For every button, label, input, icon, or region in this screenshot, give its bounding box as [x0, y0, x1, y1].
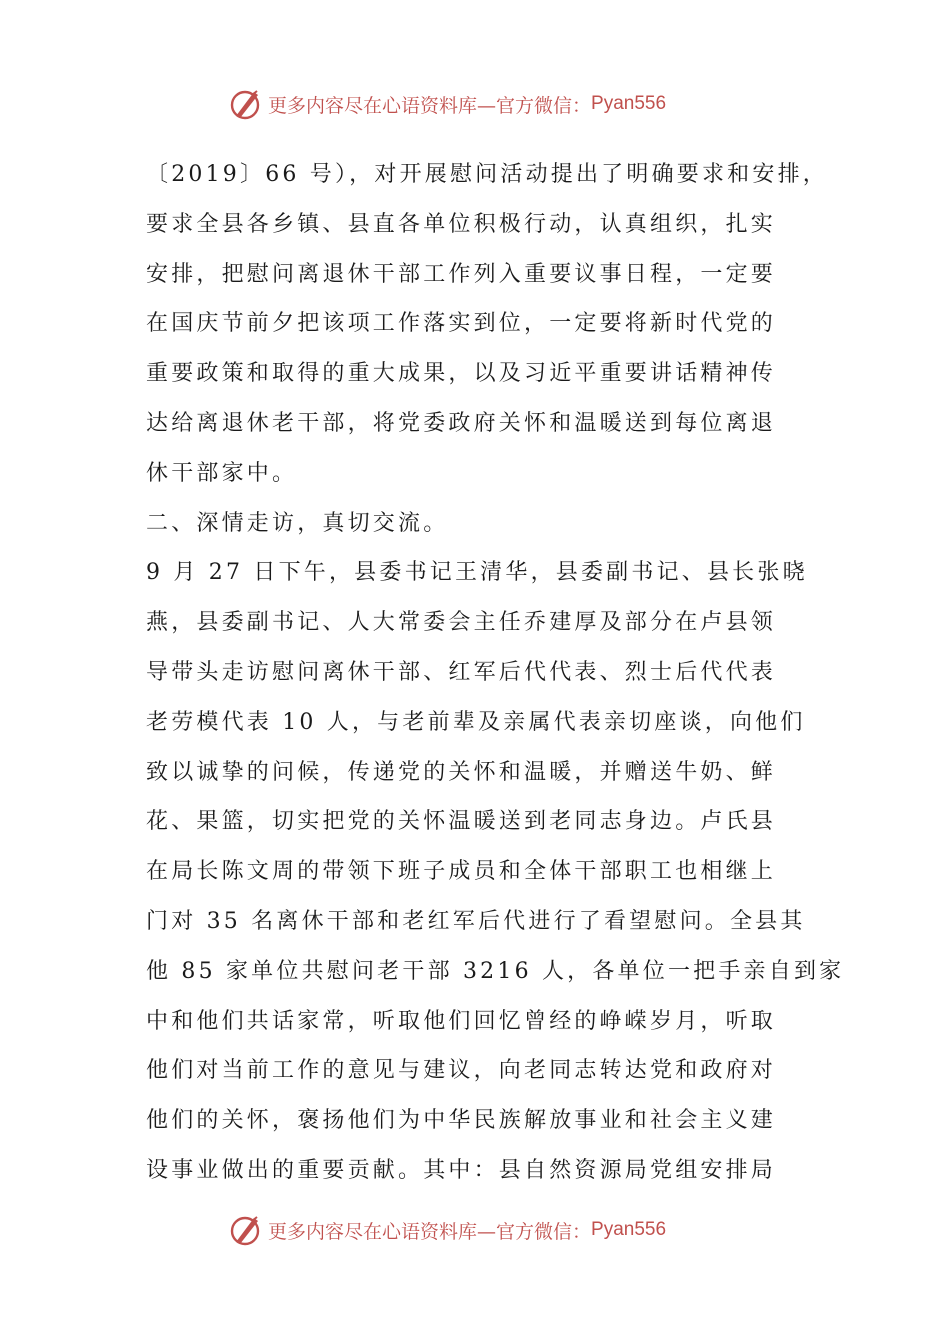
- text-line: 门对 35 名离休干部和老红军后代进行了看望慰问。全县其: [146, 908, 806, 934]
- text-line: 他们的关怀，褒扬他们为中华民族解放事业和社会主义建: [146, 1108, 777, 1134]
- text-line: 重要政策和取得的重大成果，以及习近平重要讲话精神传: [146, 361, 777, 387]
- text-line: 9 月 27 日下午，县委书记王清华，县委副书记、县长张晓: [146, 560, 808, 586]
- text-line: 导带头走访慰问离休干部、红军后代代表、烈士后代代表: [146, 659, 777, 685]
- text-line: 燕，县委副书记、人大常委会主任乔建厚及部分在卢县领: [146, 610, 777, 636]
- text-line: 休干部家中。: [146, 460, 298, 486]
- text-line: 他 85 家单位共慰问老干部 3216 人，各单位一把手亲自到家: [146, 958, 845, 984]
- document-body: [146, 150, 845, 1196]
- text-line: 中和他们共话家常，听取他们回忆曾经的峥嵘岁月，听取: [146, 1008, 777, 1034]
- text-line: 〔2019〕66 号），对开展慰问活动提出了明确要求和安排，: [146, 162, 828, 187]
- footer-banner: [228, 1210, 748, 1250]
- quill-logo-icon: [228, 86, 264, 122]
- text-line: 设事业做出的重要贡献。其中：县自然资源局党组安排局: [146, 1157, 777, 1183]
- text-line: 安排，把慰问离退休干部工作列入重要议事日程，一定要: [146, 261, 777, 287]
- text-line: 花、果篮，切实把党的关怀温暖送到老同志身边。卢氏县: [146, 809, 777, 835]
- text-line: 要求全县各乡镇、县直各单位积极行动，认真组织，扎实: [146, 211, 777, 237]
- banner-text: 更多内容尽在心语资料库—官方微信：: [268, 1220, 592, 1243]
- banner-text: 更多内容尽在心语资料库—官方微信：: [268, 94, 592, 117]
- text-line: 达给离退休老干部，将党委政府关怀和温暖送到每位离退: [146, 410, 777, 436]
- banner-wechat-id: Pyan556: [591, 1219, 667, 1240]
- header-banner: [228, 84, 748, 124]
- banner-wechat-id: Pyan556: [591, 93, 667, 114]
- quill-logo-icon: [228, 1212, 264, 1248]
- text-line: 老劳模代表 10 人，与老前辈及亲属代表亲切座谈，向他们: [146, 709, 806, 735]
- text-line: 他们对当前工作的意见与建议，向老同志转达党和政府对: [146, 1058, 777, 1084]
- text-line: 在国庆节前夕把该项工作落实到位，一定要将新时代党的: [146, 311, 777, 337]
- section-heading: 二、深情走访，真切交流。: [146, 510, 449, 536]
- text-line: 致以诚挚的问候，传递党的关怀和温暖，并赠送牛奶、鲜: [146, 759, 777, 785]
- text-line: 在局长陈文周的带领下班子成员和全体干部职工也相继上: [146, 859, 777, 885]
